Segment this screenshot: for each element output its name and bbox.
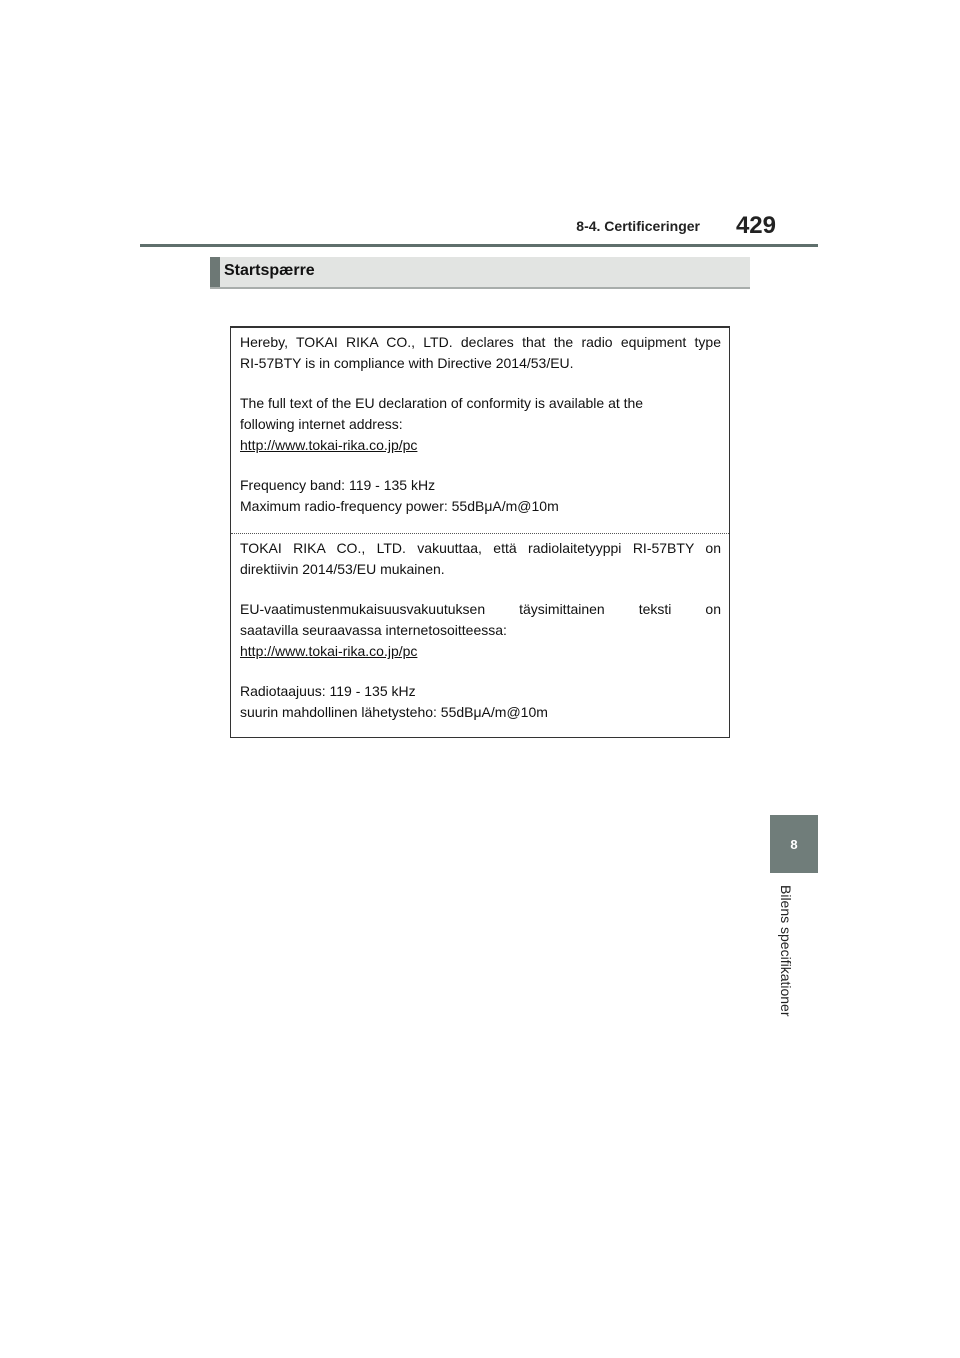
header-section-title: 8-4. Certificeringer <box>576 218 700 234</box>
declaration-english-intro <box>240 332 721 374</box>
declaration-english-availability <box>240 393 721 456</box>
declaration-english-availability-line1: The full text of the EU declaration of conformity is available at the <box>240 395 644 411</box>
declaration-divider <box>231 533 729 534</box>
declaration-box <box>230 326 730 738</box>
declaration-english <box>231 332 729 536</box>
declaration-finnish-frequency: Radiotaajuus: 119 - 135 kHz <box>240 683 416 699</box>
declaration-english-specs <box>240 475 721 517</box>
declaration-finnish-line1: TOKAI RIKA CO., LTD. vakuuttaa, että radiolaitetyyppi RI-57BTY on <box>240 540 721 556</box>
declaration-finnish-availability <box>240 599 721 662</box>
declaration-english-availability-line2: following internet address: <box>240 416 403 432</box>
declaration-finnish-availability-line2: saatavilla seuraavassa internetosoitteessa: <box>240 622 507 638</box>
declaration-english-power: Maximum radio-frequency power: 55dBμA/m@10m <box>240 498 559 514</box>
declaration-finnish-availability-line1: EU-vaatimustenmukaisuusvakuutuksen täysimittainen teksti on <box>240 601 721 617</box>
section-heading-bar <box>210 257 750 289</box>
declaration-finnish <box>231 538 729 742</box>
chapter-tab[interactable] <box>770 815 818 873</box>
declaration-finnish-intro <box>240 538 721 580</box>
declaration-english-line2: RI-57BTY is in compliance with Directive 2014/53/EU. <box>240 355 574 371</box>
header-rule <box>140 244 818 247</box>
declaration-finnish-power: suurin mahdollinen lähetysteho: 55dBμA/m@10m <box>240 704 548 720</box>
chapter-tab-label: Bilens specifikationer <box>778 885 794 1017</box>
declaration-finnish-line2: direktiivin 2014/53/EU mukainen. <box>240 561 445 577</box>
declaration-english-url-link[interactable]: http://www.tokai-rika.co.jp/pc <box>240 437 418 453</box>
declaration-english-frequency: Frequency band: 119 - 135 kHz <box>240 477 436 493</box>
page-number: 429 <box>735 212 776 239</box>
declaration-english-line1: Hereby, TOKAI RIKA CO., LTD. declares that the radio equipment type <box>240 334 721 350</box>
section-heading-title: Startspærre <box>224 262 315 279</box>
chapter-tab-number: 8 <box>790 836 798 852</box>
declaration-finnish-url-link[interactable]: http://www.tokai-rika.co.jp/pc <box>240 643 418 659</box>
declaration-finnish-specs <box>240 681 721 723</box>
section-heading-accent <box>210 257 220 287</box>
